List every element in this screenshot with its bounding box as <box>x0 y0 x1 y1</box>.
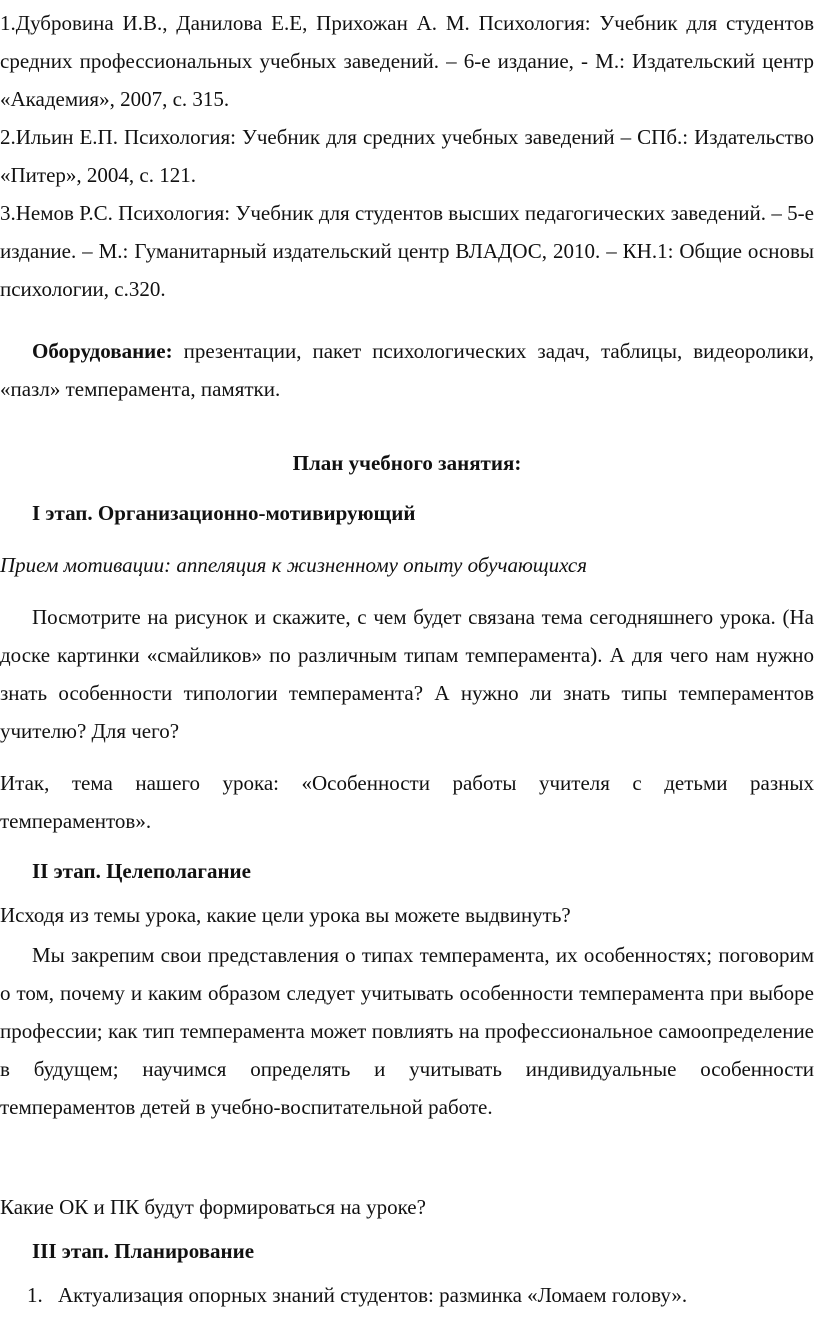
stage2-question2: Какие ОК и ПК будут формироваться на уроке? <box>0 1195 426 1219</box>
stage1-method: Прием мотивации: аппеляция к жизненному опыту обучающихся <box>0 553 587 577</box>
list-item-text: Актуализация опорных знаний студентов: разминка «Ломаем голову». <box>58 1283 688 1307</box>
equipment-label: Оборудование: <box>32 339 173 363</box>
equipment-text: презентации, пакет психологических задач, таблицы, видеоролики, «пазл» темперамента, памятки. <box>0 339 814 401</box>
reference-3: 3.Немов Р.С. Психология: Учебник для студентов высших педагогических заведений. – 5-е издание. – М.: Гуманитарный издательский центр ВЛАДОС, 2010. – КН.1: Общие основы психологии, с.320. <box>0 201 814 301</box>
equipment-paragraph <box>0 332 814 408</box>
stage1-paragraph: Посмотрите на рисунок и скажите, с чем будет связана тема сегодняшнего урока. (На доске картинки «смайликов» по различным типам темперамента). А для чего нам нужно знать особенности типологии темперамента? А нужно ли знать типы темпераментов учителю? Для чего? <box>0 605 814 743</box>
reference-1: 1.Дубровина И.В., Данилова Е.Е, Прихожан А. М. Психология: Учебник для студентов средних профессиональных учебных заведений. – 6-е издание, - М.: Издательский центр «Академия», 2007, с. 315. <box>0 11 814 111</box>
stage3-list-item <box>0 1276 814 1316</box>
stage2-paragraph: Мы закрепим свои представления о типах темперамента, их особенностях; поговорим о том, почему и каким образом следует учитывать особенности темперамента при выборе профессии; как тип темперамента может повлиять на профессиональное самоопределение в будущем; научимся определять и учитывать индивидуальные особенности темпераментов детей в учебно-воспитательной работе. <box>0 943 814 1119</box>
list-item-number: 1. <box>27 1283 43 1307</box>
reference-2: 2.Ильин Е.П. Психология: Учебник для средних учебных заведений – СПб.: Издательство «Питер», 2004, с. 121. <box>0 125 814 187</box>
stage3-title: III этап. Планирование <box>32 1239 255 1263</box>
stage2-title: II этап. Целеполагание <box>32 859 251 883</box>
plan-title: План учебного занятия: <box>292 451 522 475</box>
stage1-topic: Итак, тема нашего урока: «Особенности работы учителя с детьми разных темпераментов». <box>0 771 814 833</box>
stage2-question: Исходя из темы урока, какие цели урока вы можете выдвинуть? <box>0 903 571 927</box>
stage1-title: I этап. Организационно-мотивирующий <box>32 501 416 525</box>
